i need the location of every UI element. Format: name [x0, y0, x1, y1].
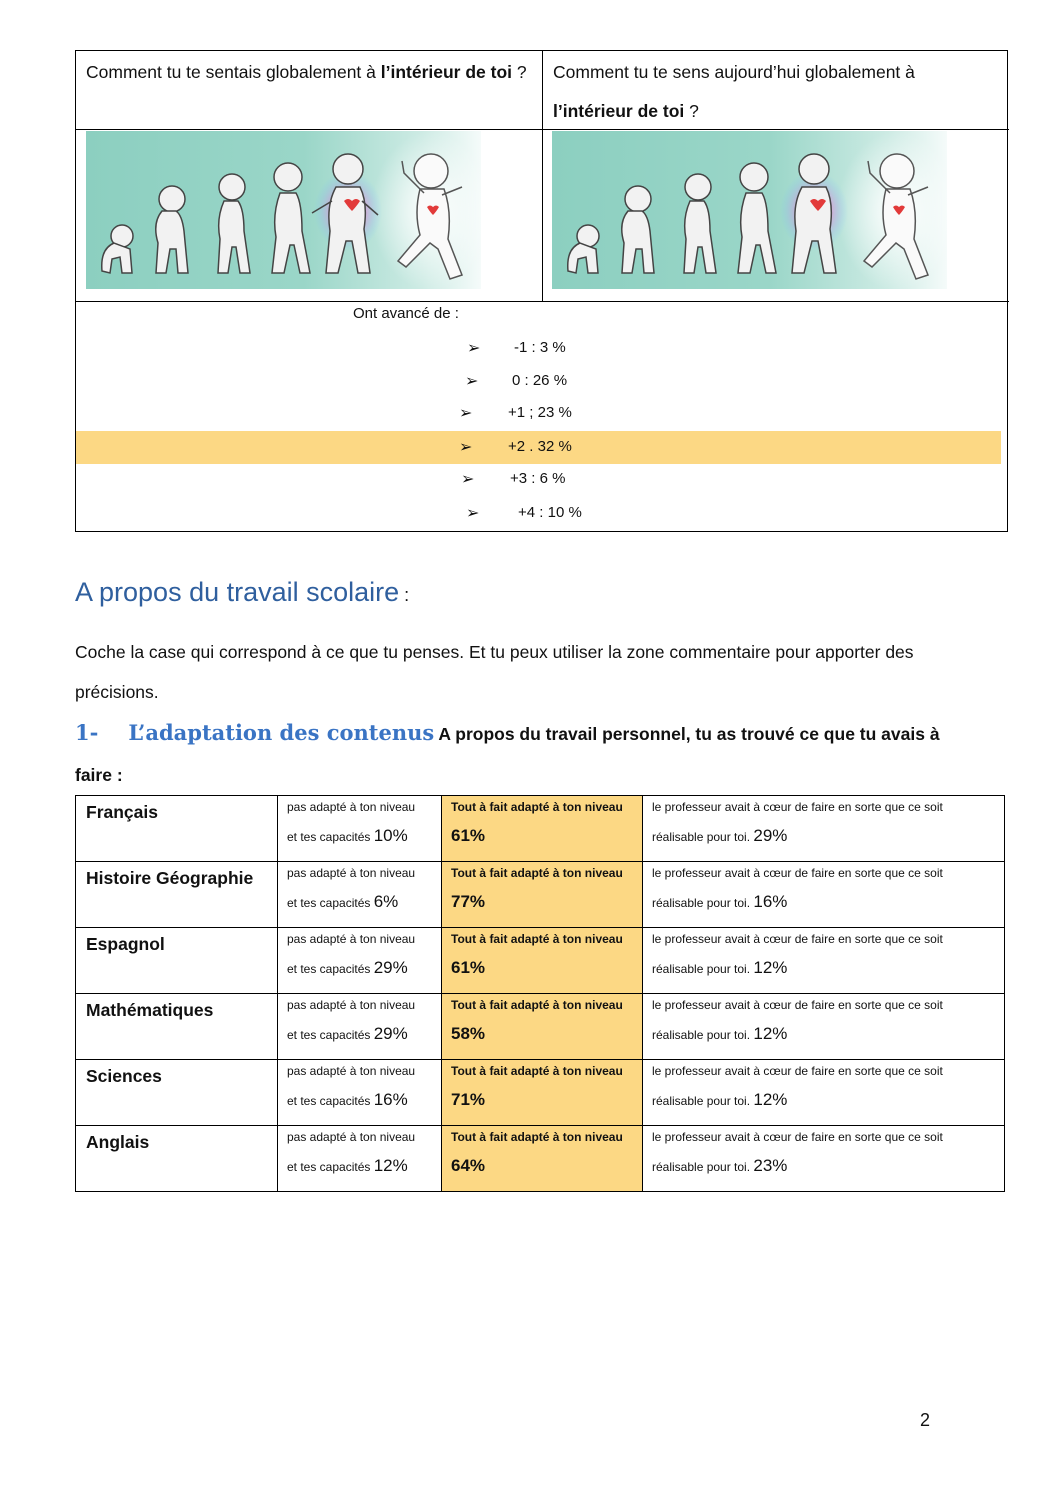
progress-stat-row-highlighted: ➢ +2 . 32 % — [76, 431, 1001, 464]
progress-label: Ont avancé de : — [353, 305, 459, 322]
page-number: 2 — [920, 1410, 931, 1430]
subjects-table — [75, 795, 1005, 1192]
instructions-paragraph: Coche la case qui correspond à ce que tu penses. Et tu peux utiliser la zone commentaire pour apporter des précisions. — [75, 642, 914, 702]
table-row: Histoire Géographie pas adapté à ton niveau et tes capacités 6% Tout à fait adapté à ton niveau 77% le professeur avait à cœur de faire en sorte que ce soit réalisable pour toi. 16% — [86, 866, 943, 911]
progress-stat-row: ➢ +3 : 6 % — [461, 470, 566, 488]
illustration-cell-today — [543, 130, 1009, 302]
progress-stat-row: ➢ 0 : 26 % — [465, 372, 568, 390]
evolution-illustration — [86, 131, 481, 289]
table-row: Anglais pas adapté à ton niveau et tes capacités 12% Tout à fait adapté à ton niveau 64% le professeur avait à cœur de faire en sorte que ce soit réalisable pour toi. 23% — [86, 1130, 943, 1175]
evolution-figures-icon — [86, 131, 481, 289]
arrow-bullet-icon: ➢ — [467, 340, 481, 357]
illustration-cell-before — [76, 130, 543, 302]
table-row: Français pas adapté à ton niveau et tes capacités 10% Tout à fait adapté à ton niveau 61% le professeur avait à cœur de faire en sorte que ce soit réalisable pour toi. 29% — [86, 800, 943, 845]
arrow-bullet-icon: ➢ — [459, 405, 473, 422]
subsection-heading: 1- L’adaptation des contenus A propos du travail personnel, tu as trouvé ce que tu avais à faire : — [75, 720, 940, 785]
progress-stat-row: ➢ -1 : 3 % — [467, 339, 566, 357]
evolution-figures-icon — [552, 131, 947, 289]
feelings-table — [75, 50, 1008, 532]
table-row: Espagnol pas adapté à ton niveau et tes capacités 29% Tout à fait adapté à ton niveau 61% le professeur avait à cœur de faire en sorte que ce soit réalisable pour toi. 12% — [86, 932, 943, 977]
question-before: Comment tu te sentais globalement à l’intérieur de toi ? — [76, 51, 543, 130]
table-row: Mathématiques pas adapté à ton niveau et tes capacités 29% Tout à fait adapté à ton niveau 58% le professeur avait à cœur de faire en sorte que ce soit réalisable pour toi. 12% — [86, 998, 943, 1043]
arrow-bullet-icon: ➢ — [466, 505, 480, 522]
progress-stat-row: ➢ +4 : 10 % — [466, 504, 582, 522]
evolution-illustration — [552, 131, 947, 289]
arrow-bullet-icon: ➢ — [459, 439, 473, 456]
progress-stat-row: ➢ +1 ; 23 % — [459, 404, 572, 422]
question-today: Comment tu te sens aujourd’hui globalement à l’intérieur de toi ? — [543, 51, 1009, 130]
arrow-bullet-icon: ➢ — [465, 373, 479, 390]
section-heading: A propos du travail scolaire : — [75, 577, 410, 607]
table-row: Sciences pas adapté à ton niveau et tes capacités 16% Tout à fait adapté à ton niveau 71% le professeur avait à cœur de faire en sorte que ce soit réalisable pour toi. 12% — [86, 1064, 943, 1109]
arrow-bullet-icon: ➢ — [461, 471, 475, 488]
